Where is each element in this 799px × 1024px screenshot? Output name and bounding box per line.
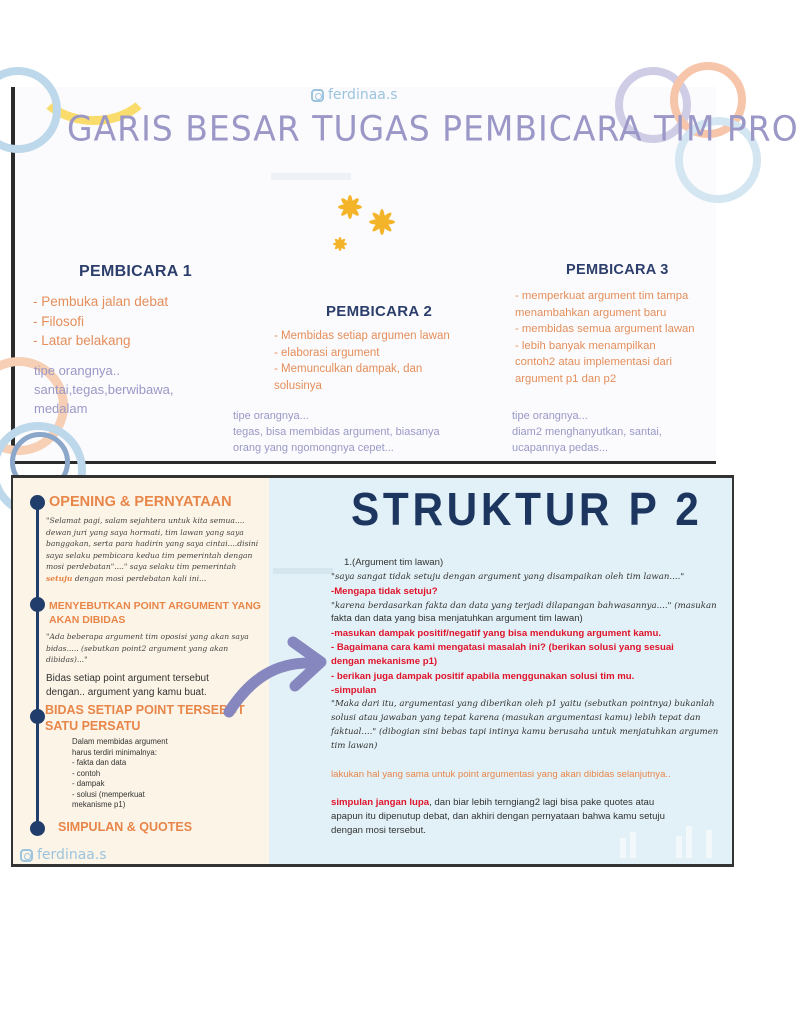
speaker1-points: [33, 292, 168, 351]
argument-heading: 1.(Argument tim lawan): [344, 557, 444, 568]
instruction-line: - berikan juga dampak positif apabila menggunakan solusi tim mu.: [331, 671, 635, 682]
heading-line: SATU PERSATU: [45, 719, 141, 733]
type-line: diam2 menghanyutkan, santai,: [512, 426, 662, 438]
setuju-highlight: setuju: [46, 573, 73, 583]
type-line: tipe orangnya...: [512, 410, 588, 422]
bidas-heading: [45, 702, 245, 734]
quote-line: "saya sangat tidak setuju dengan argument yang disampaikan oleh tim lawan....": [331, 572, 685, 582]
text-fragment: dengan mosi perdebatan kali ini...: [72, 573, 207, 583]
text-line: dewan juri yang saya hormati, tim lawan yang saya: [46, 527, 244, 537]
question-line: -Mengapa tidak setuju?: [331, 586, 438, 597]
instagram-handle: [20, 847, 107, 863]
type-line: ucapannya pedas...: [512, 442, 609, 454]
list-item: - Pembuka jalan debat: [33, 294, 169, 309]
handle-text: ferdinaa.s: [37, 847, 107, 863]
bidas-requirements: [72, 737, 222, 811]
decorative-bars: [616, 818, 726, 858]
text-line: "Ada beberapa argument tim oposisi yang akan saya: [46, 632, 249, 641]
text-line: mosi perdebatan"...." saya selaku tim pemerintah: [46, 562, 237, 572]
type-line: orang yang ngomongnya cepet...: [233, 442, 394, 454]
slide-title: STRUKTUR P 2: [351, 483, 703, 535]
content-line: fakta dan data yang bisa menjatuhkan argument tim lawan): [331, 613, 583, 624]
text-line: dibidas)...": [46, 655, 88, 665]
timeline-dot: [30, 709, 45, 724]
instagram-handle: [311, 87, 398, 103]
text-line: [46, 573, 268, 585]
list-item: - lebih banyak menampilkan: [515, 339, 656, 352]
list-item: argument p1 dan p2: [515, 372, 617, 385]
speaker3-type: [512, 408, 662, 456]
slide-structure-p2: [11, 475, 734, 867]
arrow-icon: [221, 628, 333, 720]
text-line: - dampak: [72, 779, 105, 788]
timeline-dot: [30, 821, 45, 836]
speaker2-heading: PEMBICARA 2: [326, 303, 433, 320]
type-line: santai,tegas,berwibawa,: [34, 382, 174, 397]
text-line: banggakan, serta para hadirin yang saya cintai....disini: [46, 539, 259, 549]
instruction-line: -masukan dampak positif/negatif yang bisa mendukung argument kamu.: [331, 628, 661, 639]
text-line: - contoh: [72, 768, 101, 778]
text-line: Dalam membidas argument: [72, 737, 168, 746]
list-item: contoh2 atau implementasi dari: [515, 356, 672, 369]
quote-line: tim lawan): [331, 741, 378, 751]
speaker1-type: [34, 361, 173, 418]
text-line: "Selamat pagi, salam sejahtera untuk kita semua....: [46, 516, 245, 525]
speaker1-heading: PEMBICARA 1: [79, 263, 192, 280]
text-line: dengan.. argument yang kamu buat.: [46, 687, 207, 698]
list-item: - elaborasi argument: [274, 346, 380, 359]
handle-text: ferdinaa.s: [328, 87, 398, 103]
speaker2-points: [274, 328, 450, 394]
speaker2-type: [233, 408, 440, 456]
faint-watermark: [271, 173, 351, 180]
text-line: mekanisme p1): [72, 800, 126, 809]
heading-line: BIDAS SETIAP POINT TERSEBUT: [45, 703, 245, 717]
list-item: - Membidas setiap argumen lawan: [274, 330, 450, 342]
point-heading: [49, 599, 261, 627]
type-line: tegas, bisa membidas argument, biasanya: [233, 426, 440, 438]
list-item: - membidas semua argument lawan: [515, 323, 695, 336]
conclusion-highlight: simpulan jangan lupa: [331, 797, 430, 808]
text-line: harus terdiri minimalnya:: [72, 747, 157, 757]
speaker3-points: [515, 288, 695, 388]
text-fragment: , dan biar lebih terngiang2 lagi bisa pake quotes atau: [429, 797, 655, 808]
list-item: menambahkan argument baru: [515, 306, 667, 319]
text-fragment: "karena berdasarkan fakta dan data yang terjadi dilapangan bahwasannya...." (masukan: [331, 601, 717, 611]
slide-title: GARIS BESAR TUGAS PEMBICARA TIM PRO: [67, 108, 799, 149]
conclusion-line: dengan mosi tersebut.: [331, 825, 426, 836]
quote-line: solusi atau jawaban yang tepat karena (masukan argumentasi kamu) lebih tepat dan: [331, 713, 701, 723]
heading-line: AKAN DIBIDAS: [49, 614, 126, 626]
slide-speaker-outline: [11, 87, 799, 464]
conclusion-line: apapun itu dipenutup debat, dan akhiri dengan pernyataan bahwa kamu setuju: [331, 811, 665, 822]
opening-heading: OPENING & PERNYATAAN: [49, 494, 232, 510]
text-line: Bidas setiap point argument tersebut: [46, 673, 209, 684]
repeat-note: lakukan hal yang sama untuk point argumentasi yang akan dibidas selanjutnya..: [331, 769, 671, 780]
list-item: - Memunculkan dampak, dan: [274, 363, 423, 375]
timeline-dot: [30, 495, 45, 510]
timeline-dot: [30, 597, 45, 612]
heading-line: MENYEBUTKAN POINT ARGUMENT YANG: [49, 600, 261, 612]
instagram-icon: [311, 89, 324, 102]
text-line: saya selaku pembicara kedua tim pemerintah dengan: [46, 550, 253, 560]
text-line: bidas..... (sebutkan point2 argument yang akan: [46, 643, 229, 653]
instruction-line: dengan mekanisme p1): [331, 656, 438, 667]
faint-watermark: [273, 568, 333, 574]
timeline-line: [36, 498, 39, 828]
closing-heading: SIMPULAN & QUOTES: [58, 820, 193, 834]
instruction-line: - Bagaimana cara kami mengatasi masalah ini? (berikan solusi yang sesuai: [331, 642, 674, 653]
quote-line: faktual...." (dibogian sini bebas tapi intinya kamu berusaha untuk menjatuhkan argumen: [331, 727, 719, 737]
list-item: - memperkuat argument tim tampa: [515, 290, 689, 302]
list-item: - Filosofi: [33, 313, 85, 329]
conclusion-line: [331, 796, 654, 809]
list-item: - Latar belakang: [33, 333, 131, 348]
text-line: - fakta dan data: [72, 758, 127, 767]
list-item: solusinya: [274, 379, 322, 392]
type-line: tipe orangnya..: [34, 363, 121, 378]
instruction-line: -simpulan: [331, 685, 377, 696]
bidas-intro: [46, 672, 209, 700]
speaker3-heading: PEMBICARA 3: [566, 262, 669, 278]
opening-text: [46, 515, 268, 585]
flower-icon: [330, 187, 410, 257]
quote-line: "Maka dari itu, argumentasi yang diberikan oleh p1 yaitu (sebutkan pointnya) bukanlah: [331, 699, 715, 709]
type-line: medalam: [34, 401, 88, 416]
instagram-icon: [20, 849, 33, 862]
type-line: tipe orangnya...: [233, 410, 309, 422]
text-line: - solusi (memperkuat: [72, 789, 145, 799]
